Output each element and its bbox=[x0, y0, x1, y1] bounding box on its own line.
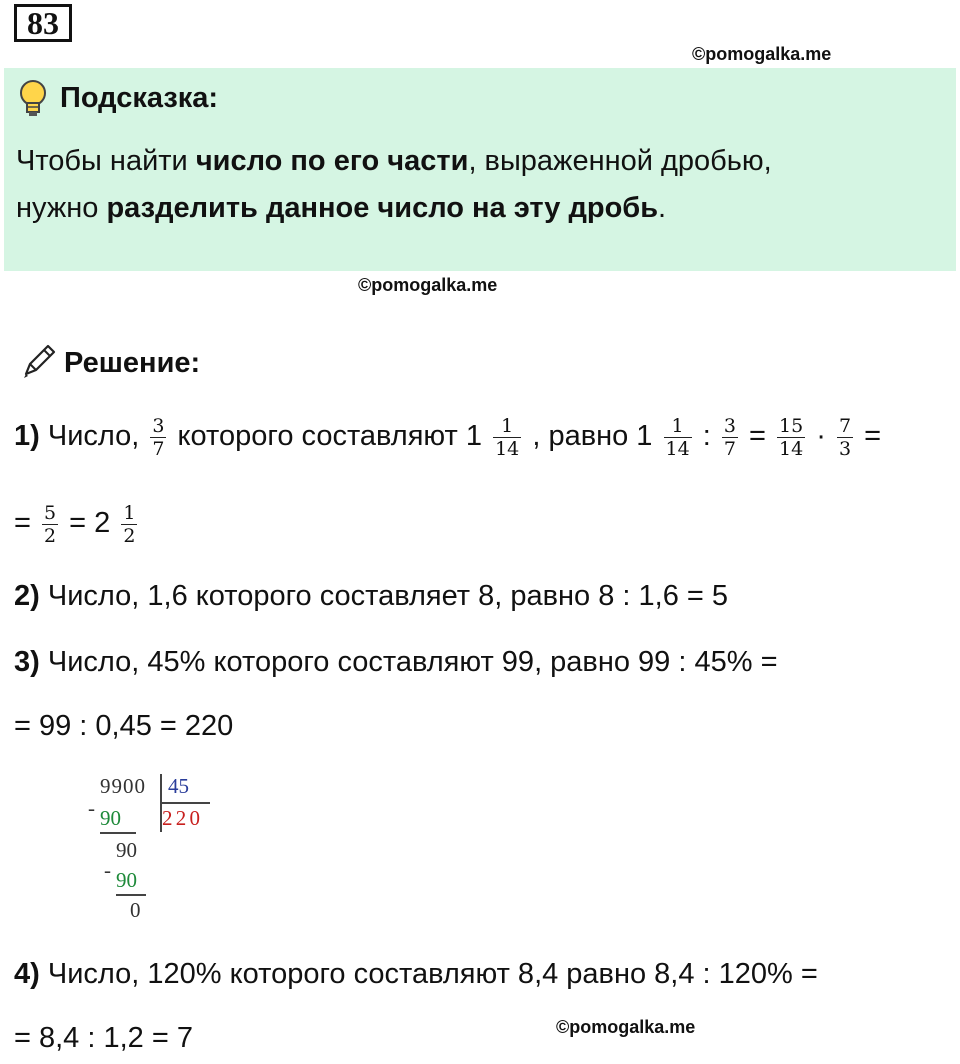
subtraction-line bbox=[100, 832, 136, 834]
subtraction-line bbox=[116, 894, 146, 896]
fraction bbox=[121, 502, 137, 547]
solution-title: Решение: bbox=[64, 347, 201, 379]
denominator: 14 bbox=[495, 438, 520, 460]
numerator: 15 bbox=[779, 415, 804, 437]
fraction bbox=[837, 415, 853, 460]
step-text: Число, bbox=[47, 420, 140, 453]
long-division bbox=[86, 772, 216, 924]
divisor: 45 bbox=[168, 774, 189, 798]
step-text: Число, 1,6 которого составляет 8, равно 8 : 1,6 = 5 bbox=[47, 580, 729, 612]
operator: = bbox=[14, 507, 31, 540]
step-text: , равно 1 bbox=[532, 420, 653, 453]
watermark: ©pomogalka.me bbox=[358, 275, 498, 295]
hint-text: , выраженной дробью, bbox=[468, 145, 772, 177]
hint-text: нужно bbox=[16, 192, 107, 224]
hint-title: Подсказка: bbox=[60, 82, 219, 114]
hint-bold-text: число по его части bbox=[195, 145, 469, 177]
step-label: 1) bbox=[14, 420, 40, 453]
step-label: 2) bbox=[14, 580, 40, 612]
pencil-icon bbox=[18, 340, 60, 387]
step-text: которого составляют 1 bbox=[177, 420, 483, 453]
subtrahend-1: 90 bbox=[100, 806, 121, 830]
subtrahend-2: 90 bbox=[116, 868, 137, 892]
step-4 bbox=[14, 958, 818, 991]
step-text: = 2 bbox=[69, 507, 111, 540]
step-label: 3) bbox=[14, 646, 40, 678]
operator: = bbox=[864, 420, 882, 453]
numerator: 5 bbox=[44, 502, 57, 524]
denominator: 2 bbox=[123, 525, 136, 547]
numerator: 1 bbox=[123, 502, 136, 524]
operator: = bbox=[749, 420, 766, 453]
fraction bbox=[722, 415, 738, 460]
denominator: 7 bbox=[152, 438, 165, 460]
denominator: 14 bbox=[779, 438, 804, 460]
task-number: 83 bbox=[14, 4, 72, 42]
quotient: 2 2 0 bbox=[162, 806, 199, 830]
division-horizontal-line bbox=[160, 802, 210, 804]
step-text: Число, 120% которого составляют 8,4 равно 8,4 : 120% = bbox=[47, 958, 818, 990]
hint-text: Чтобы найти bbox=[16, 145, 196, 177]
dividend: 9900 bbox=[100, 774, 146, 798]
numerator: 1 bbox=[493, 415, 521, 438]
fraction bbox=[150, 415, 166, 460]
remainder-1: 90 bbox=[116, 838, 137, 862]
fraction bbox=[777, 415, 805, 460]
hint-bold-text: разделить данное число на эту дробь bbox=[106, 192, 659, 224]
numerator: 7 bbox=[839, 415, 852, 437]
hint-line-1 bbox=[16, 145, 772, 178]
denominator: 3 bbox=[839, 438, 852, 460]
operator: · bbox=[816, 420, 826, 453]
step-4-line-2: = 8,4 : 1,2 = 7 bbox=[14, 1022, 193, 1054]
step-2 bbox=[14, 580, 728, 613]
fraction bbox=[42, 502, 58, 547]
denominator: 7 bbox=[723, 438, 736, 460]
minus-sign: - bbox=[88, 796, 95, 820]
denominator: 14 bbox=[665, 438, 690, 460]
watermark: ©pomogalka.me bbox=[556, 1017, 696, 1037]
lightbulb-icon bbox=[16, 78, 50, 123]
watermark: ©pomogalka.me bbox=[692, 44, 832, 64]
fraction bbox=[493, 415, 521, 460]
step-text: Число, 45% которого составляют 99, равно 99 : 45% = bbox=[47, 646, 778, 678]
step-1-line-2 bbox=[14, 502, 140, 547]
hint-line-2 bbox=[16, 192, 666, 225]
denominator: 2 bbox=[44, 525, 57, 547]
step-label: 4) bbox=[14, 958, 40, 990]
minus-sign: - bbox=[104, 858, 111, 882]
step-3 bbox=[14, 646, 778, 679]
fraction bbox=[664, 415, 692, 460]
numerator: 1 bbox=[664, 415, 692, 438]
numerator: 3 bbox=[152, 415, 165, 437]
hint-text: . bbox=[658, 192, 667, 224]
remainder-2: 0 bbox=[130, 898, 141, 922]
operator: : bbox=[702, 420, 711, 453]
numerator: 3 bbox=[723, 415, 736, 437]
step-3-line-2: = 99 : 0,45 = 220 bbox=[14, 710, 234, 742]
step-1 bbox=[14, 415, 881, 460]
